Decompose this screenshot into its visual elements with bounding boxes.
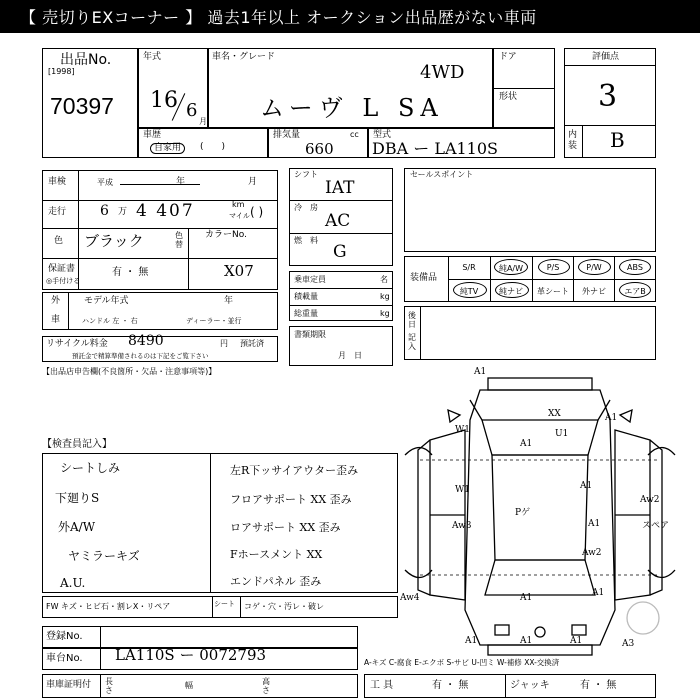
- dmg-mark: Pゲ: [515, 508, 531, 518]
- seat-label: シート: [214, 600, 235, 608]
- color-no-label: カラーNo.: [205, 230, 247, 240]
- use-value: 自家用: [150, 143, 185, 154]
- dmg-mark: A1: [474, 367, 487, 377]
- foreign-label-2: 車: [51, 315, 61, 325]
- dmg-mark: A1: [605, 413, 618, 423]
- dmg-mark: Aw4: [400, 593, 420, 603]
- note-left-5: A.U.: [60, 576, 86, 590]
- chassis-sep: [100, 648, 101, 670]
- fw-line: FW キズ・ヒビ石・割レX・リペア: [46, 602, 171, 611]
- mid-line-2: [289, 233, 393, 234]
- note-right-2: フロアサポート XX 歪み: [230, 493, 352, 506]
- foreign-sep: [68, 292, 69, 330]
- dmg-mark: A1: [520, 439, 533, 449]
- disp-label: 排気量: [273, 130, 301, 140]
- model-year-unit: 年: [224, 296, 234, 306]
- rear-label-2: 記入: [408, 333, 416, 351]
- dmg-mark: Aw2: [582, 548, 602, 558]
- sales-label: セールスポイント: [410, 170, 474, 179]
- mid-line-1: [289, 200, 393, 201]
- dmg-mark: U1: [555, 429, 569, 439]
- dmg-mark: A1: [592, 588, 605, 598]
- equip-navi-circle: [495, 282, 529, 298]
- cert-h: 高さ: [262, 677, 270, 695]
- year-label: 年式: [143, 52, 162, 62]
- use-paren: ( ): [200, 142, 226, 152]
- equip-col-4: [614, 256, 615, 302]
- shift-label: シフト: [294, 170, 318, 179]
- fw-sep-1: [212, 596, 213, 618]
- gross-unit: kg: [380, 309, 390, 318]
- score-value: 3: [598, 79, 618, 114]
- rear-box: [404, 306, 656, 360]
- recycle-value: 8490: [128, 333, 164, 349]
- reg-label: 登録No.: [46, 631, 83, 642]
- foreign-label-1: 外: [51, 296, 61, 306]
- car-diagram: [400, 360, 700, 660]
- seller-note-label: 【出品店申告欄(不良箇所・欠品・注意事項等)】: [42, 367, 217, 376]
- interior-sep: [582, 125, 583, 158]
- sales-box: [404, 168, 656, 252]
- capacity-label: 乗車定員: [294, 275, 326, 284]
- note-left-4: ヤミラーキズ: [68, 549, 140, 563]
- recycle-label: リサイクル料金: [46, 339, 108, 349]
- car-name: ムーヴ L SA: [260, 94, 444, 122]
- docs-label: 書類期限: [294, 330, 326, 339]
- inspector-title: 【検査員記入】: [42, 439, 112, 450]
- shape-label: 形状: [499, 92, 518, 102]
- inspection-era: 平成: [97, 178, 113, 187]
- equip-ps-circle: [538, 259, 570, 275]
- mileage-label: 走行: [48, 207, 67, 217]
- dmg-mark: W1: [455, 485, 470, 495]
- equip-ext-navi: 外ナビ: [582, 287, 606, 296]
- interior-label: 内装: [568, 130, 578, 151]
- cert-w: 幅: [185, 681, 193, 690]
- dmg-mark: Aw2: [640, 495, 660, 505]
- capacity-unit: 名: [380, 275, 388, 284]
- dmg-mark: A1: [588, 519, 601, 529]
- dmg-mark: W1: [455, 425, 470, 435]
- score-divider: [564, 65, 656, 66]
- fw-sep-2: [240, 596, 241, 618]
- handle-label: ハンドル 左 ・ 右: [82, 317, 138, 325]
- spec-vline: [78, 170, 79, 290]
- gross-label: 総重量: [294, 309, 318, 318]
- equip-navi: 純ナビ: [499, 287, 523, 296]
- dmg-mark: A1: [520, 593, 533, 603]
- inspection-label: 車検: [48, 177, 67, 187]
- dealer-label: ディーラー・並行: [186, 317, 242, 325]
- note-left-2: 下廻りS: [55, 491, 100, 505]
- inspection-year: 年: [176, 177, 186, 187]
- inspector-sep: [210, 453, 211, 593]
- load-unit: kg: [380, 292, 390, 301]
- note-right-5: エンドパネル 歪み: [230, 575, 322, 588]
- rear-sep: [420, 306, 421, 360]
- chassis-label: 車台No.: [46, 653, 83, 664]
- ac-label: 冷房: [294, 203, 326, 212]
- equip-airbag: エアB: [624, 287, 646, 296]
- year-month: 6: [186, 100, 198, 121]
- dmg-mark: A1: [520, 636, 533, 646]
- lot-year: [1998]: [48, 67, 75, 76]
- mileage-man: 6: [100, 203, 109, 219]
- tool-sep: [505, 674, 506, 698]
- note-right-1: 左R下ッサイアウター歪み: [230, 464, 359, 477]
- color-no-value: X07: [224, 262, 254, 280]
- recycle-unit: 円: [220, 339, 228, 348]
- chassis-value: LA110S ー 0072793: [115, 646, 267, 664]
- color-change: 色替: [175, 231, 183, 249]
- note-left-3: 外A/W: [58, 520, 96, 534]
- equip-pw-circle: [578, 259, 611, 275]
- car-label: 車名・グレード: [212, 52, 276, 62]
- note-left-1: シートしみ: [60, 461, 121, 475]
- jack-opts: 有 ・ 無: [580, 680, 617, 691]
- drive-value: 4WD: [420, 62, 465, 83]
- year-value: 16: [150, 88, 178, 113]
- disp-value: 660: [305, 140, 334, 158]
- dmg-mark: スペア: [642, 521, 670, 531]
- docs-unit: 月 日: [338, 351, 362, 360]
- weight-line-1: [289, 288, 393, 289]
- dmg-mark: A1: [570, 636, 583, 646]
- inspection-month: 月: [248, 177, 258, 187]
- recycle-note: 預託金で精算準備されるのは下記をご覧下さい: [72, 352, 209, 360]
- equip-mid-line: [448, 279, 656, 280]
- seat-line: コゲ・穴・汚レ・破レ: [244, 602, 324, 611]
- interior-divider: [564, 125, 656, 126]
- reg-sep: [100, 626, 101, 648]
- color-value: ブラック: [84, 232, 144, 250]
- equip-leather: 革シート: [537, 287, 569, 296]
- model-label: 型式: [373, 130, 392, 140]
- model-value: DBA ー LA110S: [372, 139, 498, 158]
- mileage-value: 4 407: [136, 201, 195, 221]
- color-no-sep: [188, 228, 189, 290]
- foreign-box: [42, 292, 278, 330]
- equip-col-3: [573, 256, 574, 302]
- cert-len: 長さ: [105, 677, 113, 695]
- equip-col-1: [490, 256, 491, 302]
- damage-legend: A-キズ C-腐食 E-エクボ S-サビ U-凹ミ W-補修 XX-交換済: [364, 658, 560, 667]
- equip-pw: P/W: [586, 263, 602, 272]
- dmg-mark: A3: [622, 639, 635, 649]
- equip-tv: 純TV: [459, 287, 479, 296]
- model-year-label: モデル年式: [84, 296, 129, 306]
- reg-box: [42, 626, 358, 648]
- equip-sr: S/R: [462, 263, 476, 272]
- equip-airbag-circle: [619, 282, 651, 298]
- fuel-value: G: [333, 242, 347, 262]
- weight-line-2: [289, 305, 393, 306]
- door-divider: [493, 88, 555, 89]
- use-label: 車歴: [143, 130, 162, 140]
- note-right-4: Fホースメント XX: [230, 548, 323, 561]
- equip-ps: P/S: [546, 263, 560, 272]
- mileage-paren: ( ): [250, 205, 264, 219]
- equip-label: 装備品: [410, 273, 438, 283]
- mileage-man-unit: 万: [118, 207, 128, 217]
- equip-abs: ABS: [627, 263, 643, 272]
- warranty-label: 保証書: [48, 264, 76, 274]
- door-label: ドア: [499, 52, 517, 62]
- equip-tv-circle: [453, 282, 487, 298]
- tool-label: 工 具: [370, 680, 394, 691]
- equip-abs-circle: [619, 259, 651, 275]
- dmg-mark: A1: [465, 636, 478, 646]
- mileage-unit-km: km: [232, 200, 245, 209]
- rear-label: 後日: [408, 311, 416, 329]
- lot-label: 出品No.: [60, 52, 112, 68]
- note-right-3: ロアサポート XX 歪み: [230, 521, 341, 534]
- shift-value: IAT: [325, 178, 355, 198]
- tool-opts: 有 ・ 無: [432, 680, 469, 691]
- equip-alloy: 純A/W: [498, 264, 524, 273]
- cert-label: 車庫証明付: [46, 680, 92, 690]
- jack-label: ジャッキ: [510, 680, 550, 691]
- lot-number: 70397: [50, 93, 114, 119]
- ac-value: AC: [325, 211, 351, 231]
- mileage-unit-mile: マイル: [229, 212, 250, 220]
- cert-sep: [100, 674, 101, 698]
- interior-value: B: [610, 128, 625, 152]
- inspection-strike: [120, 184, 200, 185]
- warranty-sub: ◎手付ける: [46, 277, 81, 285]
- dmg-mark: XX: [548, 409, 561, 419]
- warranty-options: 有 ・ 無: [112, 267, 149, 278]
- dmg-mark: A1: [580, 481, 593, 491]
- score-label: 評価点: [592, 52, 620, 62]
- recycle-deposit: 預託済: [240, 339, 264, 348]
- dmg-mark: Aw3: [452, 521, 472, 531]
- equip-col-2: [532, 256, 533, 302]
- color-label: 色: [54, 236, 64, 246]
- equip-alloy-circle: [494, 259, 528, 275]
- fuel-label: 燃料: [294, 236, 326, 245]
- month-unit: 月: [199, 117, 207, 126]
- disp-unit: cc: [350, 130, 359, 139]
- banner: 【 売切りEXコーナー 】 過去1年以上 オークション出品歴がない車両: [0, 0, 700, 33]
- load-label: 積載量: [294, 292, 318, 301]
